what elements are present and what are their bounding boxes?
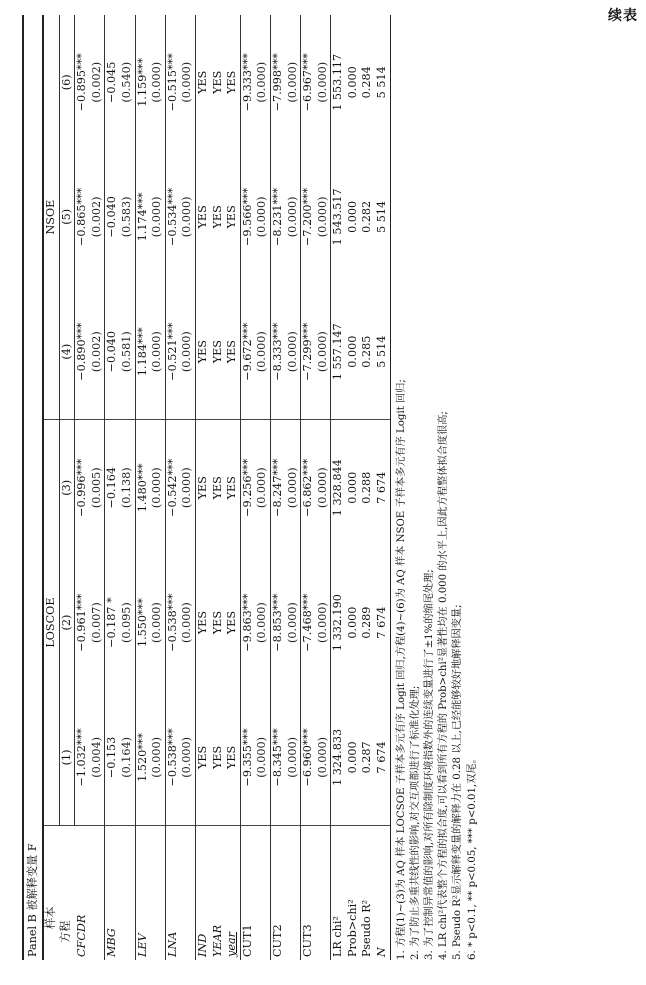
coef-cell: −0.187 *	[105, 597, 119, 648]
se-cell: (0.000)	[180, 15, 195, 150]
coef-cell: 1.550***	[135, 598, 149, 647]
fixed-effect-cell: YES	[195, 284, 210, 420]
coef-cell: −9.566***	[240, 187, 254, 246]
coef-row	[240, 15, 255, 960]
se-cell: (0.581)	[120, 284, 135, 420]
coef-cell: −0.515***	[165, 53, 179, 112]
panel-title: Panel B 被解释变量 F	[23, 15, 43, 960]
stat-cell: 0.000	[345, 66, 359, 99]
se-cell: (0.000)	[286, 420, 301, 556]
stat-cell: 1 543.517	[331, 150, 346, 285]
stat-cell: 0.000	[346, 284, 361, 420]
coef-cell: −8.247***	[270, 458, 284, 517]
fixed-effect-row	[211, 15, 226, 960]
coef-cell: −0.534***	[165, 187, 179, 246]
stat-cell: 0.282	[360, 200, 374, 233]
se-cell: (0.095)	[120, 555, 135, 690]
note-line: 3. 为了控制异常值的影响,对所有除制度环境指数外的连续变量进行了±1%的缩尾处理;	[424, 569, 436, 960]
row-label: YEAR	[210, 924, 224, 957]
se-cell: (0.164)	[120, 690, 135, 826]
coef-cell: −0.153	[105, 690, 120, 826]
stat-cell: 5 514	[375, 15, 390, 150]
stat-cell: 0.287	[360, 690, 375, 826]
coef-cell: −8.231***	[270, 187, 284, 246]
coef-row	[270, 15, 285, 960]
se-cell: (0.000)	[286, 555, 301, 690]
stat-cell: 5 514	[375, 284, 390, 420]
group-header: LOSCOE	[43, 420, 59, 826]
se-row	[316, 15, 331, 960]
stat-cell: 0.288	[360, 471, 374, 504]
coef-cell: −8.333***	[270, 284, 285, 420]
row-label: CFCDR	[74, 914, 88, 957]
note-line: 2. 为了防止多重共线性的影响,对交互项都进行了标准化处理;	[409, 685, 421, 960]
coef-cell: 1.480***	[135, 463, 149, 513]
se-cell: (0.000)	[150, 15, 165, 150]
column-header: (2)	[59, 555, 75, 690]
coef-row	[75, 15, 90, 960]
se-cell: (0.000)	[316, 284, 331, 420]
row-label: CUT3	[301, 924, 315, 957]
note-line: 5. Pseudo R²显示解释变量的解释力在 0.28 以上,已经能够较好地解释因变量;	[452, 604, 464, 960]
fixed-effect-cell: YES	[211, 690, 226, 826]
coef-cell: −6.967***	[301, 53, 315, 112]
coef-row	[165, 15, 180, 960]
stat-cell: 0.289	[360, 606, 374, 639]
coef-cell: 1.184***	[135, 284, 150, 420]
coef-cell: −7.468***	[301, 593, 315, 652]
stat-cell: 1 324.833	[331, 690, 346, 826]
group-header-row	[43, 15, 59, 960]
se-cell: (0.002)	[90, 150, 105, 285]
coef-row	[135, 15, 150, 960]
coef-cell: −0.045	[105, 61, 119, 103]
se-cell: (0.583)	[120, 150, 135, 285]
stat-cell: 0.000	[345, 471, 359, 504]
se-cell: (0.000)	[180, 284, 195, 420]
column-header: (5)	[59, 150, 75, 285]
stat-row	[360, 15, 375, 960]
table-notes	[395, 15, 480, 960]
se-cell: (0.000)	[316, 555, 331, 690]
coef-cell: 1.174***	[135, 192, 149, 242]
corner-cell	[43, 825, 75, 960]
se-cell: (0.000)	[286, 150, 301, 285]
coef-cell: −0.865***	[75, 187, 89, 246]
stat-cell: 1 328.844	[331, 420, 346, 556]
coef-cell: −9.333***	[240, 53, 254, 112]
fixed-effect-cell: YES	[225, 555, 240, 690]
fixed-effect-cell: YES	[195, 690, 210, 826]
corner-labels	[44, 829, 74, 957]
se-cell: (0.000)	[316, 15, 331, 150]
coef-cell: 1.520***	[135, 690, 150, 826]
group-header: NSOE	[43, 15, 59, 420]
se-cell: (0.000)	[150, 690, 165, 826]
row-label: Prob>chi²	[345, 899, 359, 957]
coef-cell: −7.200***	[301, 187, 315, 246]
stat-cell: 7 674	[375, 420, 390, 556]
se-cell: (0.002)	[90, 15, 105, 150]
coef-cell: −8.345***	[270, 690, 285, 826]
se-cell: (0.540)	[120, 15, 135, 150]
se-cell: (0.000)	[180, 690, 195, 826]
corner-equation-label: 方程	[59, 920, 73, 943]
stat-cell: 7 674	[375, 555, 390, 690]
coef-cell: −0.040	[105, 284, 120, 420]
row-label-spacer	[150, 825, 165, 960]
coef-cell: −7.998***	[270, 53, 284, 112]
se-row	[120, 15, 135, 960]
row-label: IND	[195, 933, 209, 957]
stat-cell: 0.000	[345, 606, 359, 639]
fixed-effect-cell: YES	[210, 205, 224, 229]
se-cell: (0.000)	[286, 15, 301, 150]
stat-cell: 1 557.147	[331, 284, 346, 420]
fixed-effect-cell: YES	[195, 610, 209, 635]
fixed-effect-cell: YES	[225, 690, 240, 826]
coef-cell: −9.355***	[240, 690, 255, 826]
se-row	[255, 15, 270, 960]
se-cell: (0.000)	[286, 284, 301, 420]
fixed-effect-cell: YES	[210, 476, 224, 500]
se-row	[90, 15, 105, 960]
coef-cell: −0.538***	[165, 593, 179, 652]
stat-row	[375, 15, 390, 960]
coef-cell: −0.542***	[165, 458, 179, 517]
se-cell: (0.000)	[150, 555, 165, 690]
row-label: LR chi²	[331, 825, 346, 960]
fixed-effect-cell: YES	[195, 476, 209, 500]
coef-cell: −0.890***	[75, 284, 90, 420]
stat-cell: 0.285	[360, 284, 375, 420]
fixed-effect-cell: YES	[225, 284, 240, 420]
row-label-spacer	[286, 825, 301, 960]
row-label-spacer	[255, 825, 270, 960]
se-cell: (0.004)	[90, 690, 105, 826]
se-cell: (0.000)	[255, 284, 270, 420]
se-cell: (0.138)	[120, 420, 135, 556]
column-header-row	[59, 15, 75, 960]
stat-cell: 0.000	[345, 200, 359, 233]
row-label: LEV	[135, 933, 149, 957]
se-cell: (0.000)	[286, 690, 301, 826]
fixed-effect-cell: YES	[195, 205, 209, 229]
se-cell: (0.000)	[255, 150, 270, 285]
coef-cell: −0.895***	[75, 53, 89, 112]
coef-cell: −0.538***	[165, 690, 180, 826]
fixed-effect-row	[195, 15, 210, 960]
se-cell: (0.000)	[316, 150, 331, 285]
fixed-effect-cell: YES	[210, 70, 224, 94]
fixed-effect-cell: YES	[195, 70, 209, 94]
coef-cell: −0.521***	[165, 284, 180, 420]
row-label-spacer	[90, 825, 105, 960]
rotated-table-page	[22, 15, 622, 960]
continuation-label: 续表	[608, 8, 638, 24]
stat-row	[346, 15, 361, 960]
coef-cell: −6.960***	[301, 690, 316, 826]
se-cell: (0.000)	[255, 420, 270, 556]
row-label-spacer	[180, 825, 195, 960]
note-line: 4. LR chi²代表整个方程的拟合度,可以看到所有方程的 Prob>chi²显著性均在 0.000 的水平上,因此方程整体拟合度很高;	[438, 411, 450, 960]
note-line: 6. * p<0.1, ** p<0.05, *** p<0.01,双尾。	[466, 753, 478, 960]
stat-cell: 1 553.117	[331, 15, 346, 150]
fixed-effect-cell: YES	[210, 610, 224, 635]
row-label-spacer	[120, 825, 135, 960]
stat-cell: 0.000	[346, 690, 361, 826]
se-row	[150, 15, 165, 960]
fixed-effect-cell: YES	[211, 284, 226, 420]
row-label: LNA	[165, 931, 179, 957]
stat-cell: 1 332.190	[331, 555, 346, 690]
fixed-effect-cell: YES	[225, 150, 240, 285]
stat-cell: 5 514	[375, 150, 390, 285]
column-header: (6)	[59, 15, 75, 150]
coef-row	[105, 15, 120, 960]
se-cell: (0.005)	[90, 420, 105, 556]
se-cell: (0.000)	[255, 555, 270, 690]
row-label: CUT2	[270, 924, 284, 957]
se-row	[286, 15, 301, 960]
row-label: Pseudo R²	[360, 899, 374, 957]
coef-cell: −9.672***	[240, 284, 255, 420]
se-cell: (0.000)	[255, 15, 270, 150]
se-cell: (0.000)	[255, 690, 270, 826]
panel-title-row	[23, 15, 43, 960]
stat-cell: 7 674	[375, 690, 390, 826]
se-row	[180, 15, 195, 960]
coef-cell: −9.863***	[240, 593, 254, 652]
coef-cell: 1.159***	[135, 57, 149, 107]
note-line: 1. 方程(1)~(3)为 AQ 样本 LOCSOE 子样本多元有序 Logit 回归,方程(4)~(6)为 AQ 样本 NSOE 子样本多元有序 Logit 回归;	[395, 379, 407, 960]
coef-cell: −0.040	[105, 196, 119, 238]
se-cell: (0.000)	[180, 555, 195, 690]
se-cell: (0.000)	[316, 690, 331, 826]
coef-row	[301, 15, 316, 960]
coef-cell: −0.996***	[75, 458, 89, 517]
coef-cell: −8.853***	[270, 593, 284, 652]
fixed-effect-cell: YES	[225, 15, 240, 150]
se-cell: (0.007)	[90, 555, 105, 690]
stat-row	[331, 15, 346, 960]
row-label: N	[375, 825, 390, 960]
coef-cell: −9.256***	[240, 458, 254, 517]
column-header: (1)	[59, 690, 75, 826]
corner-sample-label: 样本	[44, 906, 58, 929]
row-label: CUT1	[240, 924, 254, 957]
se-cell: (0.000)	[316, 420, 331, 556]
stat-cell: 0.284	[360, 66, 374, 99]
fixed-effect-row	[225, 15, 240, 960]
se-cell: (0.000)	[150, 150, 165, 285]
column-header: (4)	[59, 284, 75, 420]
row-label: year	[225, 825, 240, 960]
se-cell: (0.000)	[180, 150, 195, 285]
se-cell: (0.002)	[90, 284, 105, 420]
column-header: (3)	[59, 420, 75, 556]
se-cell: (0.000)	[150, 284, 165, 420]
coef-cell: −0.961***	[75, 593, 89, 652]
coef-cell: −6.862***	[301, 458, 315, 517]
fixed-effect-cell: YES	[225, 420, 240, 556]
regression-table	[22, 15, 391, 960]
se-cell: (0.000)	[150, 420, 165, 556]
row-label-spacer	[316, 825, 331, 960]
coef-cell: −7.299***	[301, 284, 316, 420]
coef-cell: −0.164	[105, 467, 119, 509]
row-label: MBG	[105, 928, 119, 957]
coef-cell: −1.032***	[75, 690, 90, 826]
se-cell: (0.000)	[180, 420, 195, 556]
